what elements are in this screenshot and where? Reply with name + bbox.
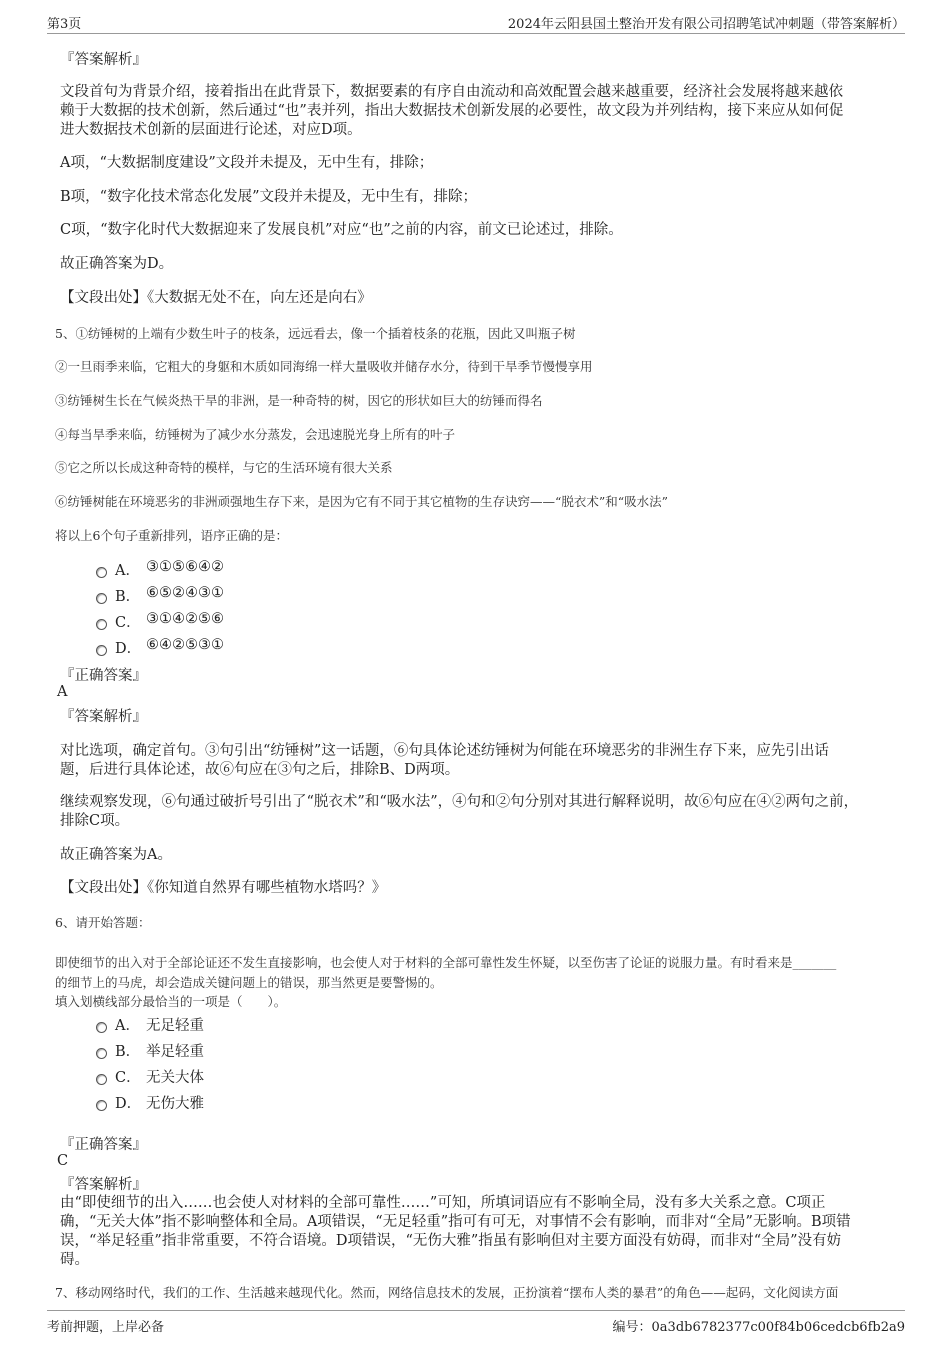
option-explanation-b: B项，“数字化技术常态化发展”文段并未提及，无中生有，排除； [60, 189, 477, 205]
analysis-line: 对比选项，确定首句。③句引出“纺锤树”这一话题，⑥句具体论述纺锤树为何能在环境恶劣的非洲生存下来，应先引出话 [60, 743, 829, 759]
question-prompt: 将以上6个句子重新排列，语序正确的是： [55, 528, 288, 543]
analysis-label: 『答案解析』 [60, 709, 147, 725]
document-title: 2024年云阳县国土整治开发有限公司招聘笔试冲刺题（带答案解析） [507, 17, 905, 32]
option-label: D． [115, 1096, 142, 1112]
analysis-line: 误，“举足轻重”指非常重要，不符合语境。D项错误，“无伤大雅”指虽有影响但对主要方面没有妨碍，而非对“全局”没有妨 [60, 1233, 842, 1249]
correct-answer-label: 『正确答案』 [60, 668, 147, 684]
question-sentence: ④每当旱季来临，纺锤树为了减少水分蒸发，会迅速脱光身上所有的叶子 [55, 427, 456, 442]
question-sentence: ⑤它之所以长成这种奇特的模样，与它的生活环境有很大关系 [55, 460, 393, 475]
page-number: 第3页 [47, 17, 82, 32]
radio-button[interactable] [96, 1022, 107, 1033]
radio-button[interactable] [96, 645, 107, 656]
analysis-line: 进大数据技术创新的层面进行论述，对应D项。 [60, 122, 362, 138]
analysis-line: 文段首句为背景介绍，接着指出在此背景下，数据要素的有序自由流动和高效配置会越来越重要，经济社会发展将越来越依 [60, 84, 843, 100]
question-sentence: ③纺锤树生长在气候炎热干旱的非洲，是一种奇特的树，因它的形状如巨大的纺锤而得名 [55, 393, 543, 408]
source-citation: 【文段出处】《大数据无处不在，向左还是向右》 [60, 290, 372, 306]
option-text: ⑥⑤②④③① [146, 585, 224, 601]
radio-button[interactable] [96, 567, 107, 578]
question-stem: 7、移动网络时代，我们的工作、生活越来越现代化。然而，网络信息技术的发展，正扮演着“摆布人类的暴君”的角色——起码，文化阅读方面 [55, 1285, 839, 1300]
correct-answer-label: 『正确答案』 [60, 1137, 147, 1153]
option-label: B． [115, 1044, 141, 1060]
radio-button[interactable] [96, 1048, 107, 1059]
question-stem: 填入划横线部分最恰当的一项是（ ）。 [55, 994, 287, 1009]
question-stem: 的细节上的马虎，却会造成关键问题上的错误，那当然更是要警惕的。 [55, 975, 443, 990]
question-sentence: ⑥纺锤树能在环境恶劣的非洲顽强地生存下来，是因为它有不同于其它植物的生存诀窍——“脱衣术”和“吸水法” [55, 494, 669, 509]
option-text: 无伤大雅 [146, 1096, 204, 1112]
option-label: C． [115, 615, 141, 631]
conclusion: 故正确答案为A。 [60, 847, 172, 863]
source-citation: 【文段出处】《你知道自然界有哪些植物水塔吗？》 [60, 880, 387, 896]
document-code: 编号：0a3db6782377c00f84b06cedcb6fb2a9 [612, 1320, 905, 1335]
option-label: A． [115, 1018, 140, 1034]
option-text: 无关大体 [146, 1070, 204, 1086]
question-stem: 即使细节的出入对于全部论证还不发生直接影响，也会使人对于材料的全部可靠性发生怀疑，以至伤害了论证的说服力量。有时看来是_______ [55, 955, 837, 970]
correct-answer: A [57, 684, 68, 700]
page-footer [47, 1310, 905, 1335]
analysis-line: 赖于大数据的技术创新，然后通过“也”表并列，指出大数据技术创新发展的必要性，故文段为并列结构，接下来应从如何促 [60, 103, 844, 119]
analysis-line: 继续观察发现，⑥句通过破折号引出了“脱衣术”和“吸水法”，④句和②句分别对其进行解释说明，故⑥句应在④②两句之前， [60, 794, 859, 810]
option-text: ③①⑤⑥④② [146, 559, 224, 575]
option-label: B． [115, 589, 141, 605]
question-heading: 6、请开始答题： [55, 915, 151, 930]
question-sentence: ②一旦雨季来临，它粗大的身躯和木质如同海绵一样大量吸收并储存水分，待到干旱季节慢慢享用 [55, 359, 593, 374]
footer-slogan: 考前押题，上岸必备 [47, 1320, 165, 1335]
correct-answer: C [57, 1153, 69, 1169]
option-text: 举足轻重 [146, 1044, 204, 1060]
analysis-line: 排除C项。 [60, 813, 130, 829]
radio-button[interactable] [96, 619, 107, 630]
option-explanation-a: A项，“大数据制度建设”文段并未提及，无中生有，排除； [60, 155, 434, 171]
radio-button[interactable] [96, 593, 107, 604]
analysis-label: 『答案解析』 [60, 52, 147, 68]
question-sentence: 5、①纺锤树的上端有少数生叶子的枝条，远远看去，像一个插着枝条的花瓶，因此又叫瓶子树 [55, 326, 576, 341]
analysis-line: 碍。 [60, 1252, 89, 1268]
radio-button[interactable] [96, 1074, 107, 1085]
option-explanation-c: C项，“数字化时代大数据迎来了发展良机”对应“也”之前的内容，前文已论述过，排除。 [60, 222, 623, 238]
option-text: ⑥④②⑤③① [146, 637, 224, 653]
analysis-line: 题，后进行具体论述，故⑥句应在③句之后，排除B、D两项。 [60, 762, 460, 778]
option-label: A． [115, 563, 140, 579]
option-text: ③①④②⑤⑥ [146, 611, 224, 627]
option-text: 无足轻重 [146, 1018, 204, 1034]
conclusion: 故正确答案为D。 [60, 256, 174, 272]
page-header [47, 13, 905, 34]
option-label: C． [115, 1070, 141, 1086]
option-label: D． [115, 641, 142, 657]
analysis-line: 由“即使细节的出入……也会使人对材料的全部可靠性……”可知，所填词语应有不影响全局，没有多大关系之意。C项正 [60, 1195, 826, 1211]
analysis-line: 确，“无关大体”指不影响整体和全局。A项错误，“无足轻重”指可有可无，对事情不会有影响，而非对“全局”无影响。B项错 [60, 1214, 851, 1230]
radio-button[interactable] [96, 1100, 107, 1111]
analysis-label: 『答案解析』 [60, 1177, 147, 1193]
